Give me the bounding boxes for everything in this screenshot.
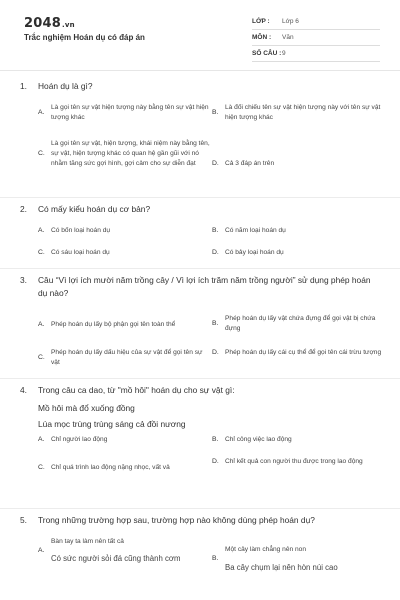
question-5	[20, 514, 382, 597]
meta-value: Lớp 6	[282, 18, 299, 25]
option-d[interactable]	[212, 348, 382, 358]
option-a[interactable]	[38, 103, 210, 123]
option-line-small: Một cây làm chẳng nên non	[225, 546, 307, 553]
option-line-large: Có sức người sỏi đá cũng thành cơm	[51, 554, 181, 563]
logo-text: 2048	[24, 16, 61, 31]
option-text: Phép hoán dụ lấy vật chứa đựng để gọi vật bị chứa đựng	[225, 315, 376, 332]
option-text: Cả 3 đáp án trên	[225, 160, 275, 167]
option-b[interactable]	[212, 103, 382, 123]
option-letter: A.	[38, 436, 45, 443]
option-d[interactable]	[212, 159, 382, 169]
option-letter: A.	[38, 109, 45, 116]
divider	[0, 268, 400, 269]
option-c[interactable]	[38, 248, 210, 258]
option-text: Là gọi tên sự vật, hiện tượng, khái niệm này bằng tên, sự vật, hiện tượng khác có quan hệ gần gũi với nó nhằm tăng sức gợi hình, gợi cảm cho sự diễn đạt	[51, 140, 210, 167]
header	[0, 0, 400, 71]
question-number: 3.	[20, 275, 27, 285]
option-c[interactable]	[38, 463, 210, 473]
poem-line: Lúa mọc trùng trùng sáng cả đồi nương	[38, 419, 186, 429]
question-3	[20, 274, 382, 374]
option-letter: B.	[212, 109, 219, 116]
option-a[interactable]	[38, 537, 210, 565]
question-text: Câu “Vì lợi ích mười năm trồng cây / Vì lợi ích trăm năm trồng người” sử dụng phép hoán dụ nào?	[38, 275, 371, 298]
divider	[0, 378, 400, 379]
options	[38, 93, 382, 183]
poem-line: Mồ hôi mà đổ xuống đồng	[38, 403, 135, 413]
option-letter: A.	[38, 321, 45, 328]
option-d[interactable]	[212, 457, 382, 467]
option-text: Có bốn loại hoán dụ	[51, 227, 111, 234]
question-number: 2.	[20, 204, 27, 214]
option-c[interactable]	[38, 139, 210, 169]
option-text: Chỉ quá trình lao động nặng nhọc, vất vả	[51, 464, 170, 471]
meta-value: Văn	[282, 34, 294, 41]
option-line-small: Bàn tay ta làm nên tất cả	[51, 538, 124, 545]
meta-key: MÔN :	[252, 34, 272, 41]
option-letter: D.	[212, 249, 219, 256]
meta-table	[252, 14, 380, 62]
option-letter: D.	[212, 349, 219, 356]
site-logo[interactable]	[24, 16, 75, 31]
question-number: 5.	[20, 515, 27, 525]
meta-row-subject	[252, 30, 380, 46]
options	[38, 429, 382, 483]
option-text: Có năm loại hoán dụ	[225, 227, 286, 234]
option-line-large: Ba cây chụm lại nên hòn núi cao	[225, 563, 338, 572]
option-text: Chỉ công việc lao động	[225, 436, 292, 443]
option-letter: B.	[212, 227, 219, 234]
option-text: Là gọi tên sự vật hiện tượng này bằng tên sự vật hiện tượng khác	[51, 104, 209, 121]
option-d[interactable]	[212, 248, 382, 258]
meta-key: LỚP :	[252, 18, 270, 25]
divider	[0, 197, 400, 198]
option-text: Phép hoán dụ lấy cái cụ thể để gọi tên cái trừu tượng	[225, 349, 382, 356]
question-number: 1.	[20, 81, 27, 91]
option-letter: B.	[212, 320, 219, 327]
option-letter: A.	[38, 547, 45, 554]
meta-row-count	[252, 46, 380, 62]
option-a[interactable]	[38, 320, 210, 330]
option-letter: C.	[38, 354, 45, 361]
option-letter: B.	[212, 555, 219, 562]
option-b[interactable]	[212, 314, 382, 334]
meta-value: 9	[282, 50, 286, 57]
question-text: Trong câu ca dao, từ "mồ hôi" hoán dụ cho sự vật gì:	[38, 385, 235, 395]
logo-tld: .vn	[61, 21, 75, 29]
options	[38, 216, 382, 268]
question-2	[20, 203, 382, 268]
option-text: Chỉ kết quả con người thu được trong lao động	[225, 458, 363, 465]
option-letter: D.	[212, 458, 219, 465]
meta-row-class	[252, 14, 380, 30]
option-b[interactable]	[212, 435, 382, 445]
option-b[interactable]	[212, 545, 382, 573]
question-1	[20, 80, 382, 183]
option-c[interactable]	[38, 348, 210, 368]
option-b[interactable]	[212, 226, 382, 236]
option-text: Có bảy loại hoán dụ	[225, 249, 284, 256]
option-letter: B.	[212, 436, 219, 443]
question-text: Trong những trường hợp sau, trường hợp nào không dùng phép hoán dụ?	[38, 515, 315, 525]
options	[38, 527, 382, 597]
question-number: 4.	[20, 385, 27, 395]
question-4	[20, 384, 382, 483]
option-text: Phép hoán dụ lấy bộ phận gọi tên toàn thể	[51, 321, 176, 328]
question-text: Hoán dụ là gì?	[38, 81, 93, 91]
option-letter: A.	[38, 227, 45, 234]
question-text: Có mấy kiểu hoán dụ cơ bản?	[38, 204, 151, 214]
meta-key: SỐ CÂU :	[252, 50, 282, 57]
divider	[0, 508, 400, 509]
option-letter: C.	[38, 464, 45, 471]
option-text	[51, 537, 210, 565]
option-letter: C.	[38, 249, 45, 256]
worksheet-title: Trắc nghiệm Hoán dụ có đáp án	[24, 33, 145, 42]
option-text	[225, 545, 382, 573]
option-a[interactable]	[38, 435, 210, 445]
option-letter: D.	[212, 160, 219, 167]
options	[38, 300, 382, 374]
option-text: Có sáu loại hoán dụ	[51, 249, 110, 256]
option-letter: C.	[38, 150, 45, 157]
option-text: Phép hoán dụ lấy dấu hiệu của sự vật để gọi tên sự vật	[51, 349, 203, 366]
option-text: Chỉ người lao động	[51, 436, 108, 443]
option-text: Là đối chiếu tên sự vật hiện tượng này với tên sự vật hiện tượng khác	[225, 104, 381, 121]
option-a[interactable]	[38, 226, 210, 236]
